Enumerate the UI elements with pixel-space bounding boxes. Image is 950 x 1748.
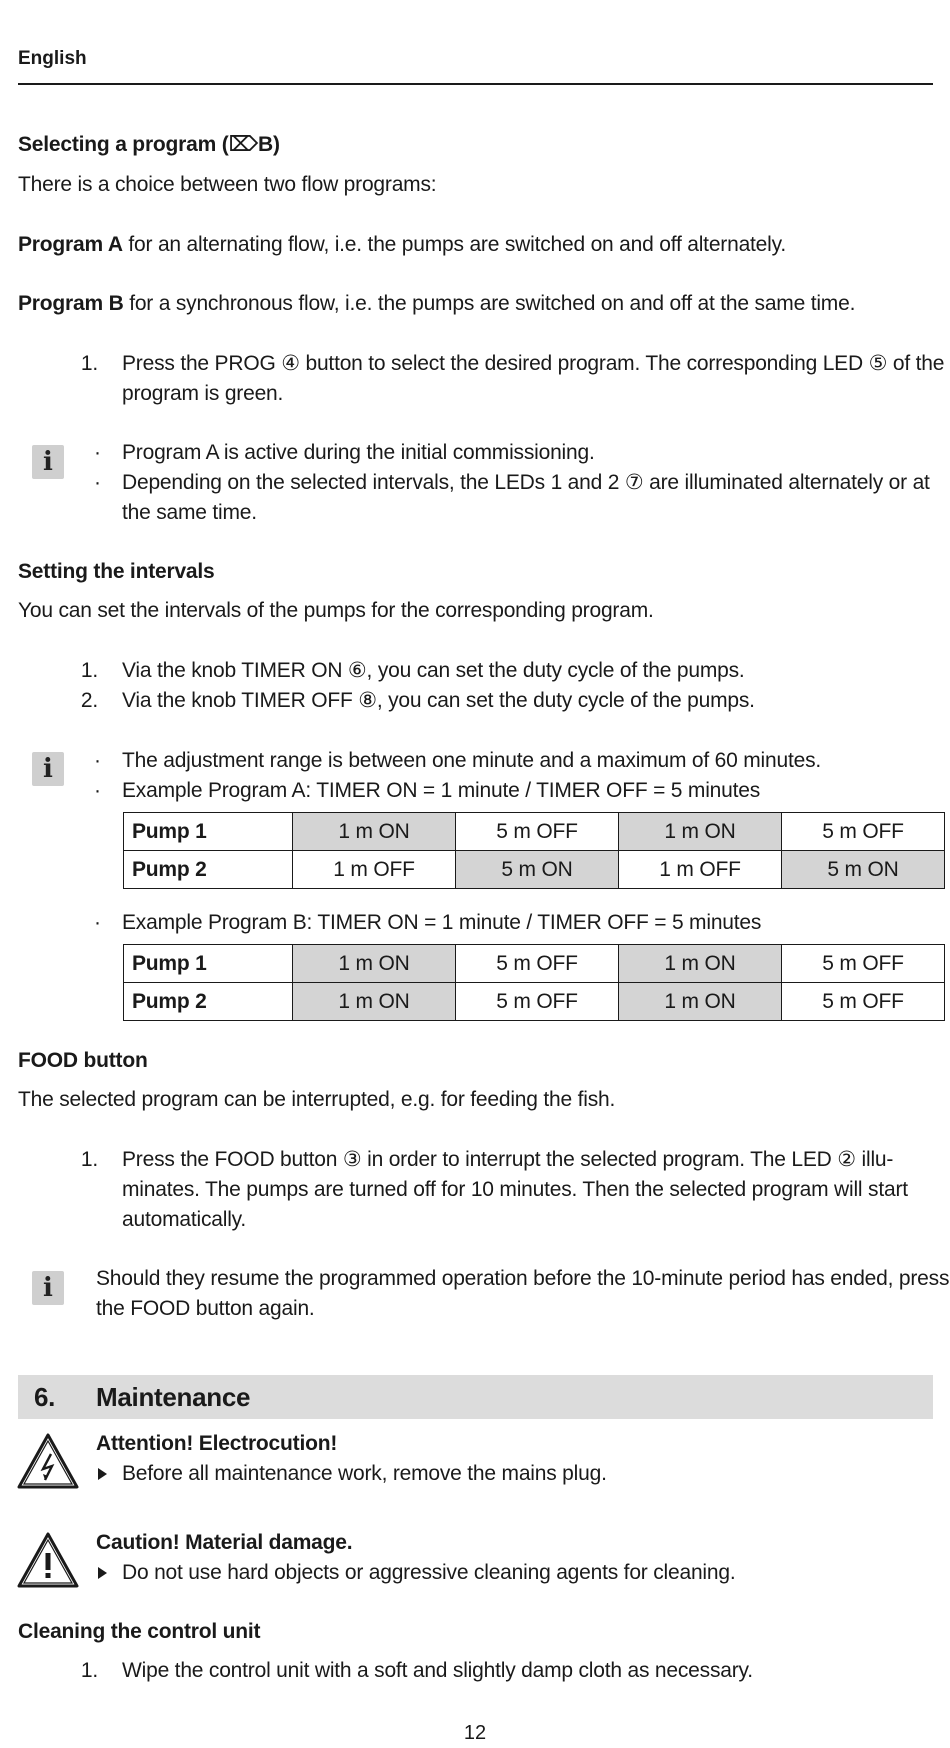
bullet-dot: · xyxy=(94,911,101,934)
selecting-program-heading: Selecting a program (⌦B) xyxy=(18,133,280,156)
bullet-dot: · xyxy=(94,441,101,464)
table-row-label: Pump 1 xyxy=(124,945,293,983)
intervals-intro: You can set the intervals of the pumps for the corresponding program. xyxy=(18,599,654,622)
food-intro: The selected program can be interrupted, e.g. for feeding the fish. xyxy=(18,1088,616,1111)
table-cell: 5 m ON xyxy=(782,851,945,889)
table-cell: 5 m OFF xyxy=(456,983,619,1021)
table-row-label: Pump 2 xyxy=(124,851,293,889)
electrocution-warning-icon xyxy=(16,1432,80,1490)
food-step-line1: Press the FOOD button ③ in order to interrupt the selected program. The LED ② illu- xyxy=(122,1148,894,1171)
food-note-line2: the FOOD button again. xyxy=(96,1297,315,1320)
program-b-text: for a synchronous flow, i.e. the pumps are switched on and off at the same time. xyxy=(123,292,856,315)
program-a-description xyxy=(18,230,786,260)
table-row-label: Pump 2 xyxy=(124,983,293,1021)
section-title: Maintenance xyxy=(96,1382,251,1412)
selecting-program-intro: There is a choice between two flow programs: xyxy=(18,173,437,196)
intervals-step1: Via the knob TIMER ON ⑥, you can set the duty cycle of the pumps. xyxy=(122,659,745,682)
cleaning-step: Wipe the control unit with a soft and slightly damp cloth as necessary. xyxy=(122,1659,753,1682)
table-cell: 1 m ON xyxy=(293,813,456,851)
program-note2-line1: Depending on the selected intervals, the LEDs 1 and 2 ⑦ are illuminated alternately or at xyxy=(122,471,930,494)
table-cell: 1 m ON xyxy=(619,983,782,1021)
info-icon: i xyxy=(32,445,64,479)
intervals-heading: Setting the intervals xyxy=(18,560,215,583)
bullet-dot: · xyxy=(94,779,101,802)
table-cell: 5 m OFF xyxy=(456,945,619,983)
arrow-bullet-icon xyxy=(98,1567,107,1579)
table-row xyxy=(124,983,945,1021)
example-a-caption: Example Program A: TIMER ON = 1 minute / TIMER OFF = 5 minutes xyxy=(122,779,761,802)
table-cell: 1 m ON xyxy=(619,813,782,851)
warning1-text: Before all maintenance work, remove the mains plug. xyxy=(122,1462,607,1485)
bullet-dot: · xyxy=(94,471,101,494)
table-row xyxy=(124,945,945,983)
info-icon: i xyxy=(32,752,64,786)
table-cell: 5 m OFF xyxy=(782,983,945,1021)
intervals-step1-number: 1. xyxy=(80,659,98,682)
header-rule xyxy=(18,83,933,85)
program-step-number: 1. xyxy=(80,352,98,375)
intervals-note1: The adjustment range is between one minute and a maximum of 60 minutes. xyxy=(122,749,822,772)
header-language: English xyxy=(18,48,87,69)
food-step-line3: automatically. xyxy=(122,1208,247,1231)
table-cell: 1 m ON xyxy=(293,945,456,983)
table-row xyxy=(124,813,945,851)
page-number: 12 xyxy=(463,1722,487,1744)
bullet-dot: · xyxy=(94,749,101,772)
program-a-table xyxy=(123,812,945,889)
warning2-title: Caution! Material damage. xyxy=(96,1531,353,1554)
program-b-label: Program B xyxy=(18,292,124,315)
arrow-bullet-icon xyxy=(98,1468,107,1480)
caution-warning-icon xyxy=(16,1531,80,1589)
table-cell: 1 m ON xyxy=(293,983,456,1021)
table-cell: 1 m OFF xyxy=(619,851,782,889)
table-row xyxy=(124,851,945,889)
program-a-label: Program A xyxy=(18,233,123,256)
table-cell: 1 m OFF xyxy=(293,851,456,889)
intervals-step2: Via the knob TIMER OFF ⑧, you can set the duty cycle of the pumps. xyxy=(122,689,755,712)
program-note1: Program A is active during the initial commissioning. xyxy=(122,441,595,464)
program-note2-line2: the same time. xyxy=(122,501,257,524)
program-step-line2: program is green. xyxy=(122,382,284,405)
cleaning-step-number: 1. xyxy=(80,1659,98,1682)
table-row-label: Pump 1 xyxy=(124,813,293,851)
food-note-line1: Should they resume the programmed operation before the 10-minute period has ended, press xyxy=(96,1267,950,1290)
table-cell: 5 m OFF xyxy=(782,813,945,851)
program-b-description xyxy=(18,289,855,319)
section-number: 6. xyxy=(34,1382,56,1412)
warning1-title: Attention! Electrocution! xyxy=(96,1432,338,1455)
cleaning-heading: Cleaning the control unit xyxy=(18,1620,261,1643)
program-step-line1: Press the PROG ④ button to select the desired program. The corresponding LED ⑤ of the xyxy=(122,352,945,375)
food-step-line2: minates. The pumps are turned off for 10 minutes. Then the selected program will start xyxy=(122,1178,908,1201)
program-b-table xyxy=(123,944,945,1021)
info-icon: i xyxy=(32,1271,64,1305)
food-step-number: 1. xyxy=(80,1148,98,1171)
table-cell: 5 m OFF xyxy=(782,945,945,983)
intervals-step2-number: 2. xyxy=(80,689,98,712)
example-b-caption: Example Program B: TIMER ON = 1 minute / TIMER OFF = 5 minutes xyxy=(122,911,762,934)
table-cell: 5 m ON xyxy=(456,851,619,889)
warning2-text: Do not use hard objects or aggressive cleaning agents for cleaning. xyxy=(122,1561,736,1584)
table-cell: 1 m ON xyxy=(619,945,782,983)
food-heading: FOOD button xyxy=(18,1049,148,1072)
program-a-text: for an alternating flow, i.e. the pumps are switched on and off alternately. xyxy=(122,233,787,256)
table-cell: 5 m OFF xyxy=(456,813,619,851)
